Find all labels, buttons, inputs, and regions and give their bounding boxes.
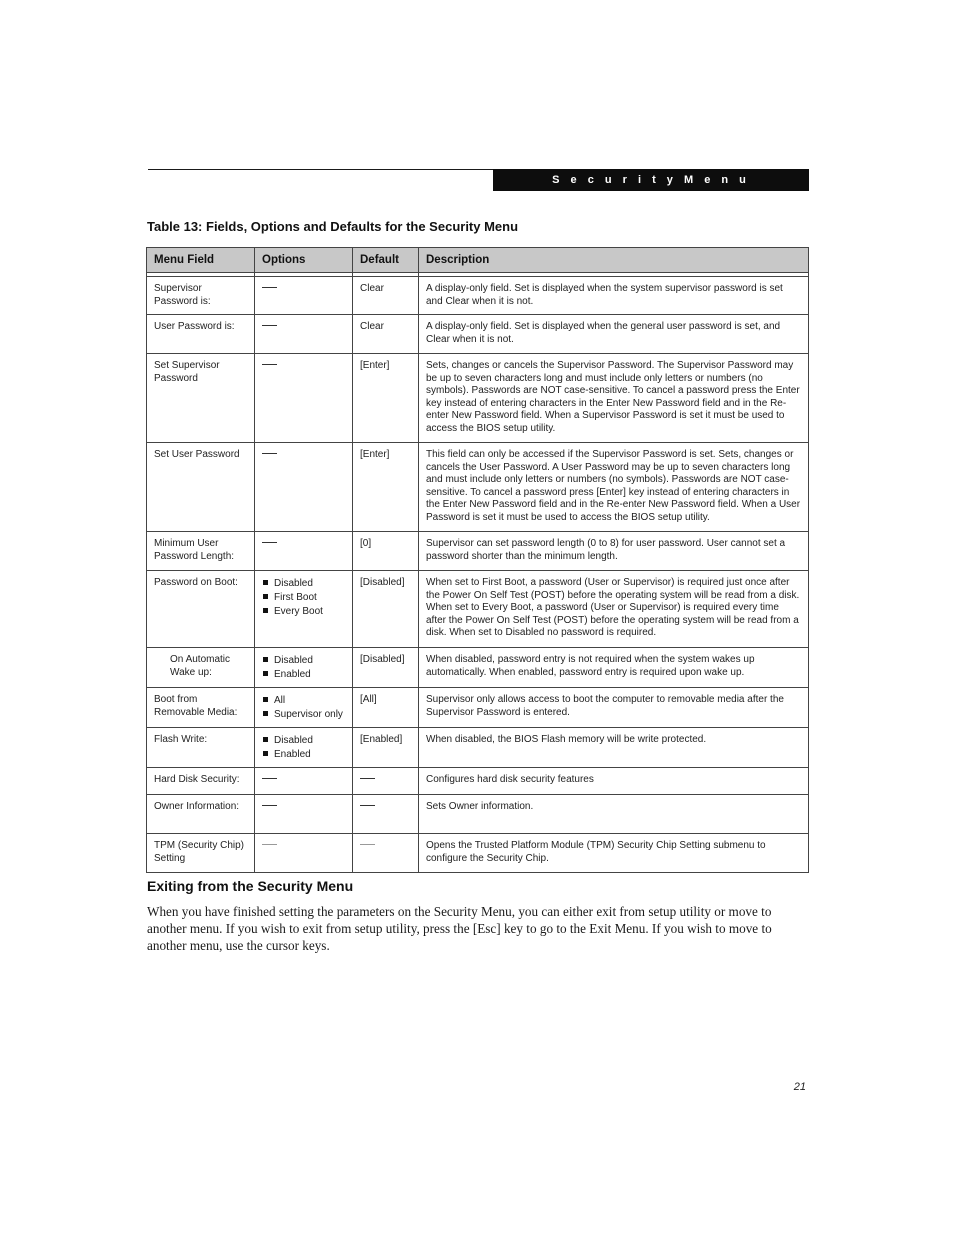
- options-cell: [255, 277, 353, 315]
- default-cell: [All]: [353, 688, 419, 728]
- menu-field-cell: Hard Disk Security:: [147, 768, 255, 795]
- option-item: Enabled: [262, 748, 345, 762]
- dash-icon: [262, 542, 277, 543]
- options-cell: [255, 834, 353, 873]
- security-menu-table: [146, 247, 809, 873]
- menu-field-cell: User Password is:: [147, 315, 255, 354]
- dash-icon: [360, 805, 375, 806]
- table-row: [147, 532, 809, 571]
- table-row: [147, 688, 809, 728]
- default-cell: [353, 768, 419, 795]
- default-cell: [353, 834, 419, 873]
- table-row: [147, 728, 809, 768]
- table-header-row: [147, 248, 809, 273]
- menu-field-cell: Minimum User Password Length:: [147, 532, 255, 571]
- dash-icon: [262, 844, 277, 845]
- header-rule: [148, 169, 493, 170]
- menu-field-cell: Set Supervisor Password: [147, 354, 255, 443]
- description-cell: Supervisor only allows access to boot the computer to removable media after the Supervisor Password is entered.: [419, 688, 809, 728]
- default-cell: Clear: [353, 277, 419, 315]
- option-item: Disabled: [262, 654, 345, 668]
- column-header-default: Default: [353, 248, 419, 273]
- table-row: [147, 315, 809, 354]
- table-caption: Table 13: Fields, Options and Defaults for the Security Menu: [147, 219, 519, 234]
- options-list: [262, 577, 345, 619]
- option-item: First Boot: [262, 591, 345, 605]
- options-cell: [255, 315, 353, 354]
- description-cell: When set to First Boot, a password (User or Supervisor) is required just once after the Power On Self Test (POST) before the operating system will be read from a disk. When set to Every Boot, a password (User or Supervisor) is required every time after the Power On Self Test (POST) before the operating system will be read from a disk. When set to Disabled no password is required.: [419, 571, 809, 648]
- default-cell: [0]: [353, 532, 419, 571]
- default-cell: [353, 795, 419, 834]
- option-item: Enabled: [262, 668, 345, 682]
- options-cell: [255, 532, 353, 571]
- description-cell: When disabled, the BIOS Flash memory will be write protected.: [419, 728, 809, 768]
- options-cell: [255, 688, 353, 728]
- table-row: [147, 354, 809, 443]
- description-cell: Sets, changes or cancels the Supervisor Password. The Supervisor Password may be up to seven characters long and must include only letters or numbers (no symbols). Passwords are NOT case-sensitive. To cancel a password press the Enter key instead of entering characters in the Enter New Password field and in the Re-enter New Password field. When a Supervisor Password is set it must be used to access the BIOS setup utility.: [419, 354, 809, 443]
- options-cell: [255, 648, 353, 688]
- default-cell: [Disabled]: [353, 571, 419, 648]
- table-row: [147, 571, 809, 648]
- table-row: [147, 277, 809, 315]
- options-list: [262, 654, 345, 682]
- options-cell: [255, 795, 353, 834]
- option-item: All: [262, 694, 345, 708]
- dash-icon: [262, 805, 277, 806]
- body-paragraph: When you have finished setting the parameters on the Security Menu, you can either exit from setup utility or move to another menu. If you wish to exit from setup utility, press the [Esc] key to go to the Exit Menu. If you wish to move to another menu, use the cursor keys.: [147, 904, 772, 953]
- table-row: [147, 768, 809, 795]
- dash-icon: [262, 364, 277, 365]
- default-cell: [Enter]: [353, 443, 419, 532]
- option-item: Disabled: [262, 734, 345, 748]
- section-title-bar: [493, 169, 809, 191]
- menu-field-cell: Flash Write:: [147, 728, 255, 768]
- table-row: [147, 834, 809, 873]
- menu-field-cell: TPM (Security Chip) Setting: [147, 834, 255, 873]
- menu-field-cell: Password on Boot:: [147, 571, 255, 648]
- column-header-menu-field: Menu Field: [147, 248, 255, 273]
- dash-icon: [360, 844, 375, 845]
- dash-icon: [262, 453, 277, 454]
- table-row: [147, 648, 809, 688]
- default-cell: [Disabled]: [353, 648, 419, 688]
- description-cell: A display-only field. Set is displayed when the general user password is set, and Clear when it is not.: [419, 315, 809, 354]
- dash-icon: [262, 778, 277, 779]
- option-item: Supervisor only: [262, 708, 345, 722]
- menu-field-cell: Owner Information:: [147, 795, 255, 834]
- menu-field-indented: On Automatic Wake up:: [170, 654, 231, 678]
- menu-field-cell: [147, 648, 255, 688]
- dash-icon: [262, 287, 277, 288]
- default-cell: [Enabled]: [353, 728, 419, 768]
- options-list: [262, 694, 345, 722]
- options-cell: [255, 443, 353, 532]
- description-cell: Configures hard disk security features: [419, 768, 809, 795]
- options-cell: [255, 354, 353, 443]
- description-cell: Sets Owner information.: [419, 795, 809, 834]
- default-cell: [Enter]: [353, 354, 419, 443]
- menu-field-cell: Supervisor Password is:: [147, 277, 255, 315]
- dash-icon: [262, 325, 277, 326]
- table-row: [147, 795, 809, 834]
- description-cell: A display-only field. Set is displayed when the system supervisor password is set and Clear when it is not.: [419, 277, 809, 315]
- column-header-options: Options: [255, 248, 353, 273]
- default-cell: Clear: [353, 315, 419, 354]
- description-cell: Opens the Trusted Platform Module (TPM) Security Chip Setting submenu to configure the Security Chip.: [419, 834, 809, 873]
- section-title: S e c u r i t y M e n u: [552, 174, 750, 186]
- options-cell: [255, 571, 353, 648]
- options-cell: [255, 768, 353, 795]
- options-list: [262, 734, 345, 762]
- menu-field-cell: Boot from Removable Media:: [147, 688, 255, 728]
- option-item: Disabled: [262, 577, 345, 591]
- option-item: Every Boot: [262, 605, 345, 619]
- description-cell: This field can only be accessed if the Supervisor Password is set. Sets, changes or cancels the User Password. A User Password may be up to seven characters long and must include only letters or numbers (no symbols). Passwords are NOT case-sensitive. To cancel a password press [Enter] key instead of entering characters in the Enter New Password field and in the Re-enter New Password field. When a User Password is set it must be used to access the BIOS setup utility.: [419, 443, 809, 532]
- section-heading: Exiting from the Security Menu: [147, 878, 354, 894]
- description-cell: When disabled, password entry is not required when the system wakes up automatically. When enabled, password entry is required upon wake up.: [419, 648, 809, 688]
- menu-field-cell: Set User Password: [147, 443, 255, 532]
- dash-icon: [360, 778, 375, 779]
- description-cell: Supervisor can set password length (0 to 8) for user password. User cannot set a password shorter than the minimum length.: [419, 532, 809, 571]
- table-row: [147, 443, 809, 532]
- options-cell: [255, 728, 353, 768]
- column-header-description: Description: [419, 248, 809, 273]
- page-number: 21: [793, 1081, 806, 1093]
